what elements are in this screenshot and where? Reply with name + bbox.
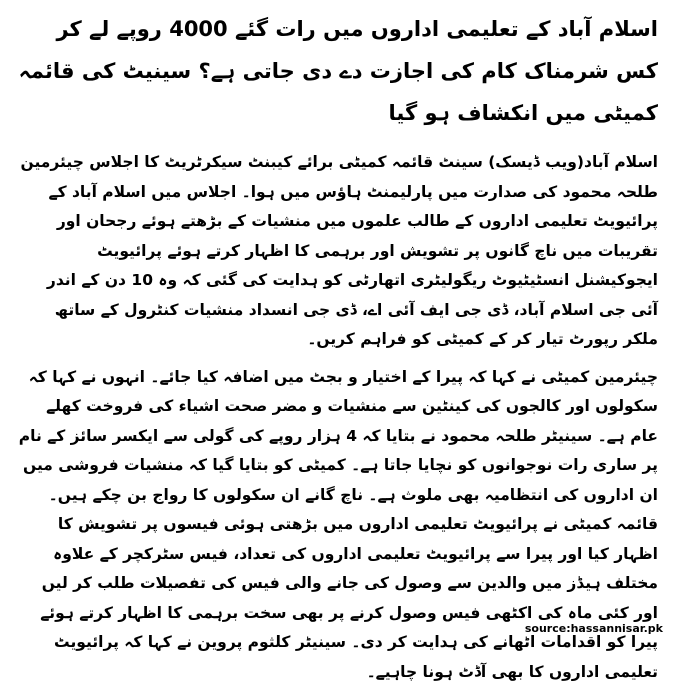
article-paragraph: اسلام آباد(ویب ڈیسک) سینٹ قائمہ کمیٹی برائے کیبنٹ سیکرٹریٹ کا اجلاس چیئرمین طلحہ محمود کی صدارت میں پارلیمنٹ ہاؤس میں ہوا۔ اجلاس میں اسلام آباد کے پرائیویٹ تعلیمی اداروں کے طالب علموں میں منشیات کے بڑھتے ہوئے رجحان اور تقریبات میں ناچ گانوں پر تشویش اور برہمی کا اظہار کرتے ہوئے پرائیویٹ ایجوکیشنل انسٹیٹیوٹ ریگولیٹری اتھارٹی کو ہدایت کی گئی کہ وہ 10 دن کے اندر آئی جی اسلام آباد، ڈی جی ایف آئی اے، ڈی جی انسداد منشیات کنٹرول کے ساتھ ملکر رپورٹ تیار کر کے کمیٹی کو فراہم کریں۔ bbox=[20, 153, 658, 348]
article-paragraph: چیئرمین کمیٹی نے کہا کہ پیرا کے اختیار و بجٹ میں اضافہ کیا جائے۔ انہوں نے کہا کہ سکولوں اور کالجوں کی کینٹین سے منشیات و مضر صحت اشیاء کی فروخت کھلے عام ہے۔ سینیٹر طلحہ محمود نے بتایا کہ 4 ہزار روپے کی گولی سے ایکسر سائز کے نام پر ساری رات نوجوانوں کو نچایا جاتا ہے۔ کمیٹی کو بتایا گیا کہ منشیات فروشی میں ان اداروں کی انتظامیہ بھی ملوث ہے۔ ناچ گانے ان سکولوں کا رواج بن چکے ہیں۔ قائمہ کمیٹی نے پرائیویٹ تعلیمی اداروں میں بڑھتی ہوئی فیسوں پر تشویش کا اظہار کیا اور پیرا سے پرائیویٹ تعلیمی اداروں کی تعداد، فیس سٹرکچر کے علاوہ مختلف ہیڈز میں والدین سے وصول کی جانے والی فیس کی تفصیلات طلب کر لیں اور کئی ماہ کی اکٹھی فیس وصول کرنے پر بھی سخت برہمی کا اظہار کرتے ہوئے پیرا کو اقدامات اٹھانے کی ہدایت کر دی۔ سینیٹر کلثوم پروین نے کہا کہ پرائیویٹ تعلیمی اداروں کا بھی آڈٹ ہونا چاہیے۔ bbox=[18, 367, 658, 681]
source-credit: source:hassannisar.pk bbox=[524, 622, 663, 635]
article bbox=[18, 8, 658, 695]
article-headline: اسلام آباد کے تعلیمی اداروں میں رات گئے 4000 روپے لے کر کس شرمناک کام کی اجازت دے دی جاتی ہے؟ سینیٹ کی قائمہ کمیٹی میں انکشاف ہو گیا bbox=[18, 17, 658, 125]
